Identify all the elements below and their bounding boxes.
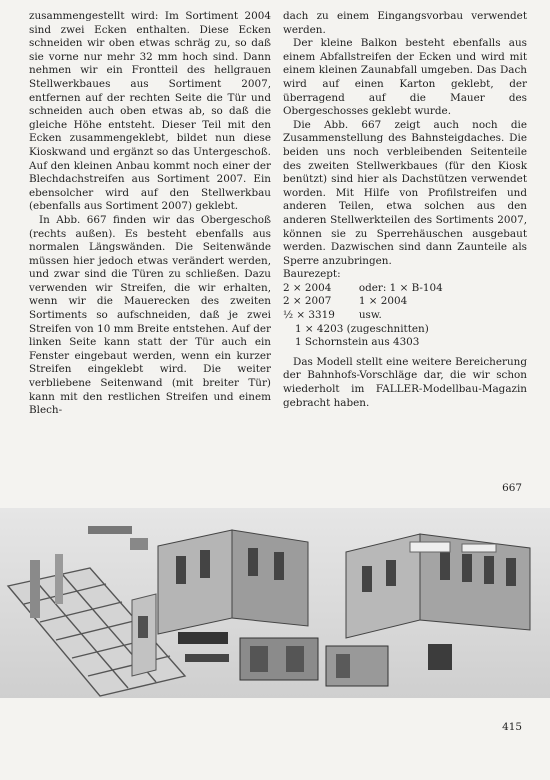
paragraph: Der kleine Balkon besteht ebenfalls aus einem Abfallstreifen der Ecken und wird mit einem kleinen Zaunabfall umgeben. Das Dach wird auf einen Karton geklebt, der überragend auf die Mauer des Obergeschosses geklebt wurde. (283, 37, 527, 118)
brick-panel (240, 638, 318, 680)
paragraph: In Abb. 667 finden wir das Obergeschoß (rechts außen). Es besteht ebenfalls aus normalen Längswänden. Die Seitenwände müssen hier jedoch etwas verändert werden, und zwar sind die Türen zu schließen. Dazu verwenden wir Streifen, die wir erhalten, wenn wir die Mauerecken des zweiten Sortiments so aufschneiden, daß je zwei Streifen von 10 mm Breite entstehen. Auf der linken Seite kann statt der Tür auch ein Fenster eingebaut werden, wenn ein kurzer Streifen eingeklebt wird. Die weiter verbliebene Seitenwand (mit breiter Tür) kann mit den restlichen Streifen und einem Blech- (29, 213, 271, 417)
recipe-item: 2 × 2004 (283, 281, 332, 294)
roof-plate (428, 644, 452, 670)
recipe-row (283, 309, 449, 323)
recipe-row (283, 282, 449, 296)
recipe-row (283, 295, 449, 309)
recipe-item: 1 × 4203 (zugeschnitten) (295, 322, 429, 335)
recipe-item: 2 × 2007 (283, 295, 332, 308)
left-text-column (29, 10, 271, 418)
roof-plate (178, 632, 228, 644)
wall-section (158, 530, 308, 634)
recipe-alt: 1 × 2004 (358, 295, 408, 308)
closing-paragraph: Das Modell stellt eine weitere Bereicherung der Bahnhofs-Vorschläge dar, die wir schon wiederholt im FALLER-Modellbau-Magazin gebracht haben. (283, 355, 527, 409)
roof-support (55, 554, 63, 604)
recipe-item: 1 Schornstein aus 4303 (295, 336, 420, 349)
roof-plate (185, 654, 229, 662)
model-photograph (0, 508, 550, 698)
right-text-column (283, 10, 527, 410)
roof-support (30, 560, 40, 618)
recipe-title: Baurezept: (283, 268, 341, 281)
page-number: 415 (502, 721, 522, 733)
recipe-alt: usw. (358, 309, 382, 322)
recipe-row (283, 336, 449, 350)
recipe-table (283, 282, 449, 350)
recipe-row (283, 323, 449, 337)
recipe-item: ½ × 3319 (283, 309, 335, 322)
paragraph: zusammengestellt wird: Im Sortiment 2004 sind zwei Ecken enthalten. Diese Ecken schneiden wir oben etwas schräg zu, so daß sie vorne nur mehr 32 mm hoch sind. Dann nehmen wir ein Frontteil des hellgrauen Stellwerkbaues aus Sortiment 2007, entfernen auf der rechten Seite die Tür und schneiden auch oben etwas ab, so daß die gleiche Höhe entsteht. Dieser Teil mit den Ecken zusammengeklebt, bildet nun diese Kioskwand und ergänzt so das Untergeschoß. Auf den kleinen Anbau kommt noch einer der Blechdachstreifen aus Sortiment 2007. Ein ebensolcher wird auf den Stellwerkbau (ebenfalls aus Sortiment 2007) geklebt. (29, 10, 271, 213)
brick-panel (326, 646, 388, 686)
small-strip (88, 526, 132, 534)
small-strip (130, 538, 148, 550)
paragraph: dach zu einem Eingangsvorbau verwendet werden. (283, 10, 527, 36)
paragraph: Die Abb. 667 zeigt auch noch die Zusammenstellung des Bahnsteigdaches. Die beiden uns noch verbleibenden Seitenteile des zweiten Stellwerkbaues (für den Kiosk benützt) sind hier als Dachstützen verwendet worden. Mit Hilfe von Profilstreifen und anderen Teilen, etwa solchen aus den anderen Stellwerkteilen des Sortiments 2007, können sie zu Sperrehäuschen ausgebaut werden. Dazwischen sind dann Zaunteile als Sperre anzubringen. (283, 118, 527, 267)
figure-number: 667 (502, 482, 522, 494)
recipe-alt: oder: 1 × B-104 (358, 281, 443, 294)
